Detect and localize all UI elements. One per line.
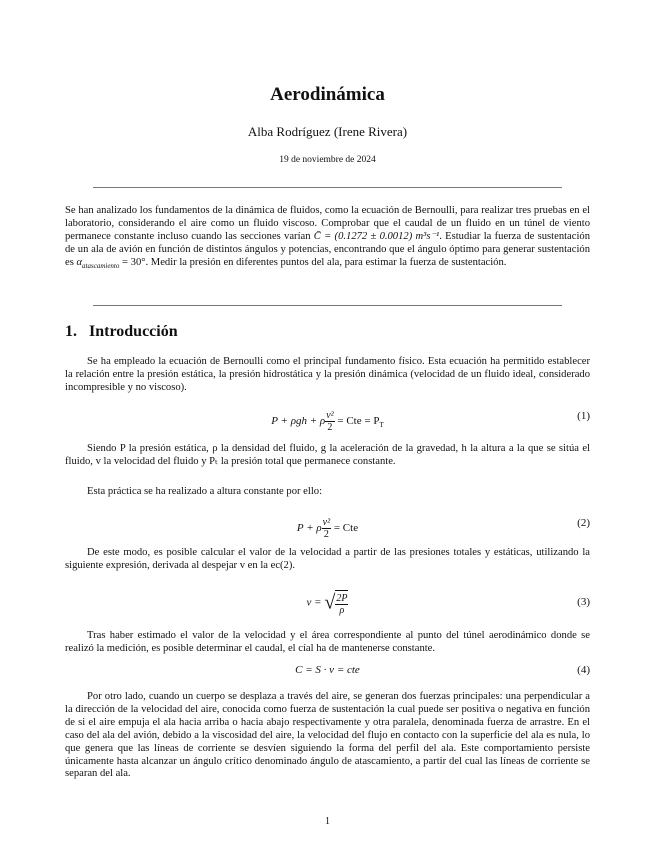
author: Alba Rodríguez (Irene Rivera) [247,124,408,139]
paper-title: Aerodinámica [270,84,385,105]
equation-1: P + ρgh + ρ $\frac{\text{v²}}{2}$ = Cte = $P_T$ (1) [271,410,590,433]
paragraph: Tras haber estimado el valor de la velocidad y el área correspondiente al punto del túnel aerodinámico donde se realizó la medición, es posible determinar el caudal, el cíal ha de mantenerse constante. [65,630,590,654]
date: 19 de noviembre de 2024 [279,155,376,165]
paragraph: De este modo, es posible calcular el valor de la velocidad a partir de las presiones totales y estáticas, utilizando la siguiente expresión, derivada al despejar v en la ec(2). [65,547,590,571]
abstract-text: . Estudiar la fuerza de sustentación de un ala de avión en función de distintos ángulos y potencias, encontrando que el ángulo óptimo para generar sustentación es [65,230,590,268]
equation-3: v = √ $\frac{2P}{\rho}$ (3) [306,591,590,616]
flow-value: C̄ = (0.1272 ± 0.0012) m³s⁻¹ [313,230,440,242]
alpha-symbol: α [76,256,83,268]
page-number: 1 [325,816,330,827]
paragraph: Siendo P la presión estática, ρ la densidad del fluido, g la aceleración de la gravedad, h la altura a la que se sitúa el fluido, v la velocidad del fluido y Pₜ la presión total que permanece constante. [65,443,590,467]
abstract-text: . Medir la presión en diferentes puntos del ala, para estimar la fuerza de sustentación. [145,256,507,268]
angle-value: = 30° [119,256,146,268]
paragraph: Por otro lado, cuando un cuerpo se desplaza a través del aire, se generan dos fuerzas principales: una perpendicular a la dirección de la velocidad del aire, conocida como fuerza de sustentación la cual puede ser positiva o negativa en función de si el aire empuja el ala hacia arriba o hacia abajo respectivamente y otra paralela, denominada fuerza de arrastre. En el caso del ala del avión, debido a la viscosidad del aire, la velocidad del flujo en contacto con la superficie del ala es nula, lo que genera que las líneas de corriente se desvíen siguiendo la forma del perfil del ala. Este comportamiento persiste únicamente hasta alcanzar un ángulo crítico denominado ángulo de atascamiento, a partir del cual las líneas de corriente se separan del ala. [65,691,590,780]
paragraph: Esta práctica se ha realizado a altura constante por ello: [87,486,323,497]
section-heading: 1. Introducción [65,323,178,340]
equation-2: P + ρ $\frac{\text{v²}}{2}$ = Cte (2) [296,517,590,540]
abstract [65,205,590,273]
divider [93,305,562,306]
alpha-subscript: atascamiento [82,261,120,270]
equation-4: C = S · v = cte (4) [295,664,590,676]
abstract-text: Se han analizado los fundamentos de la dinámica de fluidos, como la ecuación de Bernoulli, para realizar tres pruebas en el laboratorio, considerando el aire como un fluido viscoso. Comprobar que el caudal de un fluido en un túnel de viento permanece constante incluso cuando las secciones varían [65,205,590,242]
divider [93,187,562,188]
paragraph: Se ha empleado la ecuación de Bernoulli como el principal fundamento físico. Esta ecuación ha permitido establecer la relación entre la presión estática, la presión hidrostática y la presión dinámica (velocidad de un fluido ideal, considerado incompresible y no viscoso). [65,356,590,393]
